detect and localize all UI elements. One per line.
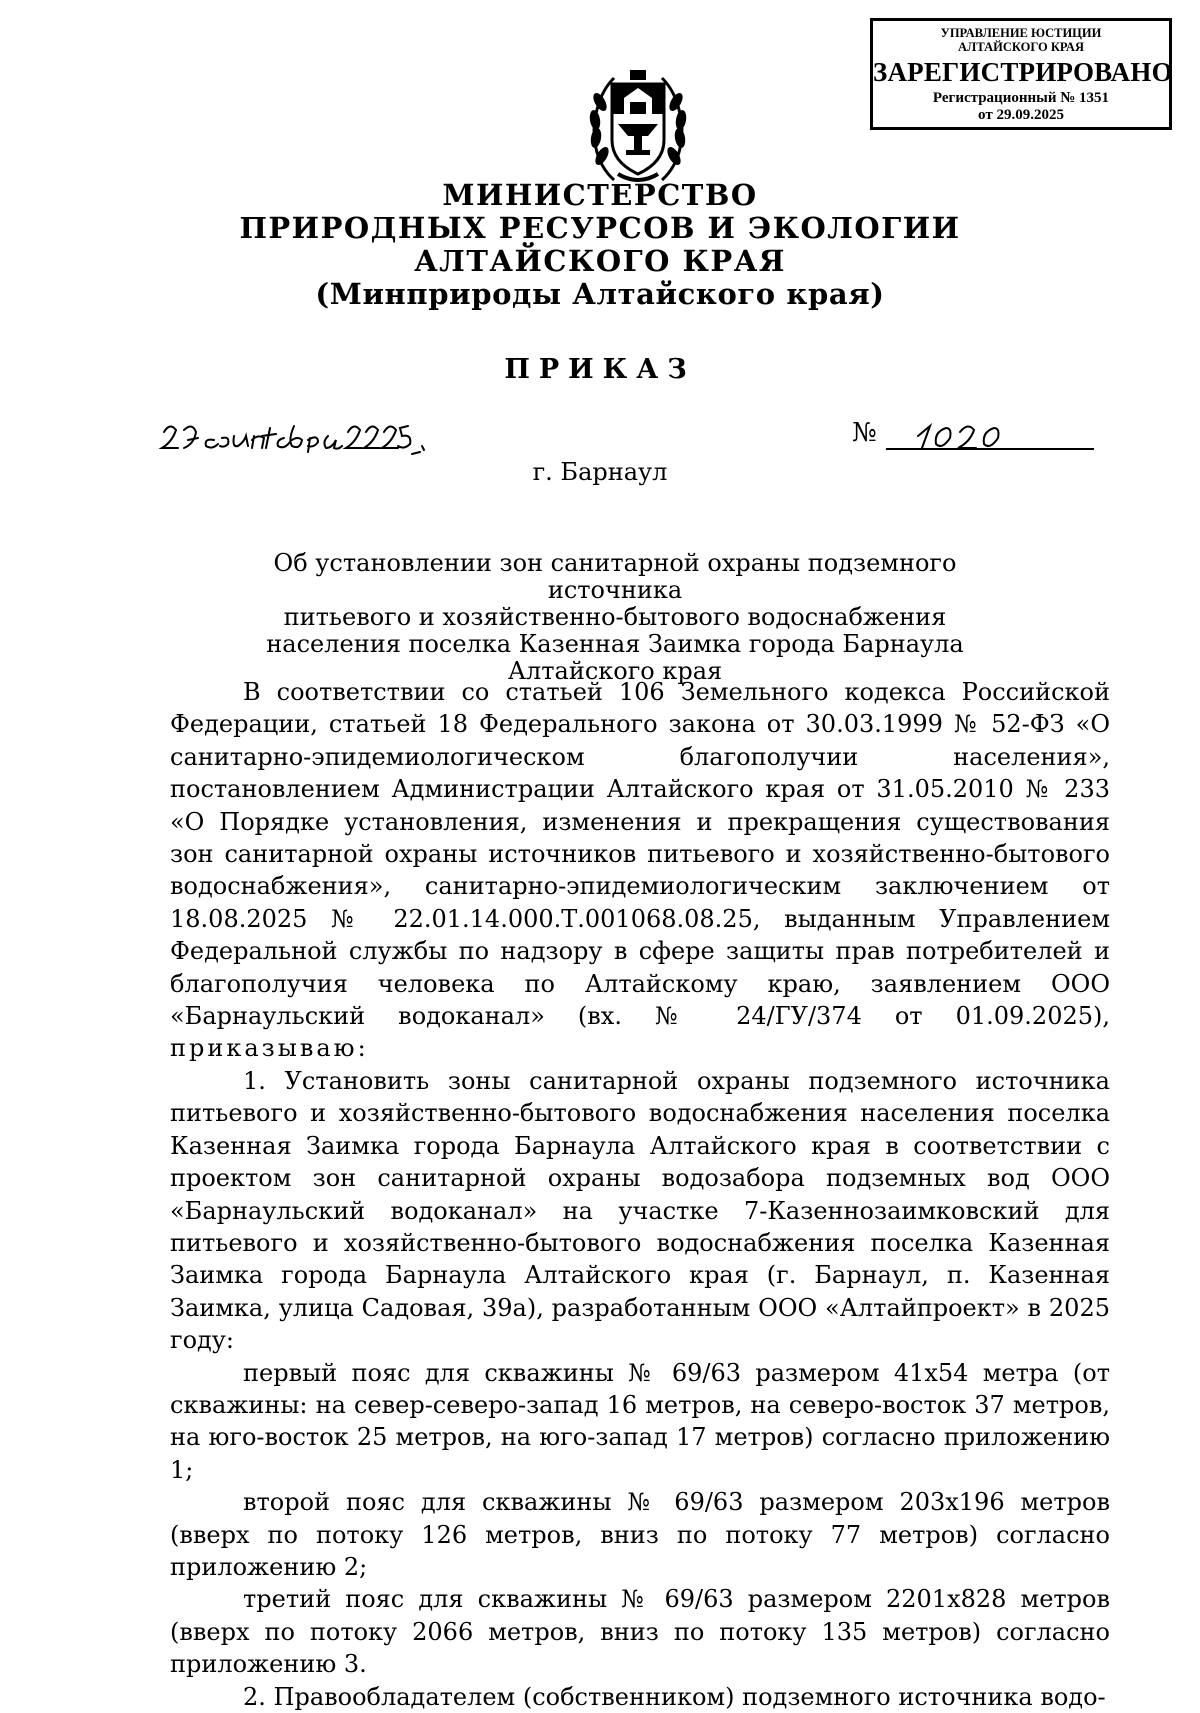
document-type: ПРИКАЗ bbox=[504, 354, 696, 385]
belt-2: второй пояс для скважины № 69/63 размером 203х196 метров (вверх по потоку 126 метров, вниз по потоку 77 метров) согласно приложению 2; bbox=[170, 1488, 1110, 1581]
city: г. Барнаул bbox=[532, 458, 668, 486]
ministry-short-name: (Минприроды Алтайского края) bbox=[315, 277, 885, 311]
stamp-dept-line2: АЛТАЙСКОГО КРАЯ bbox=[958, 39, 1084, 54]
stamp-reg-date: от 29.09.2025 bbox=[978, 106, 1064, 123]
preamble-text: В соответствии со статьей 106 Земельного кодекса Российской Федерации, статьей 18 Федерального закона от 30.03.1999 № 52-ФЗ «О санитарно-эпидемиологическом благополучии населения», постановлением Администрации Алтайского края от 31.05.2010 № 233 «О Порядке установления, изменения и прекращения существования зон санитарной охраны источников питьевого и хозяйственно-бытового водоснабжения», санитарно-эпидемиологическим заключением от 18.08.2025 № 22.01.14.000.Т.001068.08.25, выданным Управлением Федеральной службы по надзору в сфере защиты прав потребителей и благополучия человека по Алтайскому краю, заявлением ООО «Барнаульский водоканал» (вх. № 24/ГУ/374 от 01.09.2025), bbox=[170, 678, 1110, 1031]
stamp-reg-number: Регистрационный № 1351 bbox=[932, 90, 1110, 107]
stamp-dept-line1: УПРАВЛЕНИЕ ЮСТИЦИИ bbox=[940, 26, 1102, 40]
order-title-line1: Об установлении зон санитарной охраны подземного источника bbox=[273, 549, 957, 604]
handwritten-order-number bbox=[912, 418, 1022, 452]
order-body bbox=[170, 676, 1110, 1713]
ministry-name-line2: ПРИРОДНЫХ РЕСУРСОВ И ЭКОЛОГИИ bbox=[239, 211, 961, 245]
order-number-label: № bbox=[852, 418, 877, 448]
order-word: приказываю: bbox=[170, 1034, 369, 1063]
handwritten-date bbox=[158, 418, 430, 462]
ministry-name-line3: АЛТАЙСКОГО КРАЯ bbox=[414, 244, 786, 278]
preamble-paragraph bbox=[170, 676, 1110, 1065]
item-2: 2. Правообладателем (собственником) подземного источника водо- bbox=[243, 1682, 1106, 1711]
belt-3: третий пояс для скважины № 69/63 размером 2201х828 метров (вверх по потоку 2066 метров, вниз по потоку 135 метров) согласно приложению 3. bbox=[170, 1585, 1110, 1679]
coat-of-arms-icon bbox=[584, 62, 692, 192]
stamp-status: ЗАРЕГИСТРИРОВАНО bbox=[873, 56, 1173, 87]
belt-1: первый пояс для скважины № 69/63 размером 41х54 метра (от скважины: на север-северо-запад 16 метров, на северо-восток 37 метров, на юго-восток 25 метров, на юго-запад 17 метров) согласно приложению 1; bbox=[170, 1358, 1110, 1484]
order-title bbox=[220, 550, 1010, 685]
order-title-line2: питьевого и хозяйственно-бытового водоснабжения bbox=[283, 603, 947, 631]
registration-stamp bbox=[870, 18, 1172, 130]
item-1: 1. Установить зоны санитарной охраны подземного источника питьевого и хозяйственно-бытового водоснабжения населения поселка Казенная Заимка города Барнаула Алтайского края в соответствии с проектом зон санитарной охраны водозабора подземных вод ООО «Барнаульский водоканал» на участке 7-Казеннозаимковский для питьевого и хозяйственно-бытового водоснабжения поселка Казенная Заимка города Барнаула Алтайского края (г. Барнаул, п. Казенная Заимка, улица Садовая, 39а), разработанным ООО «Алтайпроект» в 2025 году: bbox=[170, 1066, 1110, 1355]
ministry-name-line1: МИНИСТЕРСТВО bbox=[442, 178, 758, 212]
stamp-department bbox=[873, 27, 1169, 55]
order-title-line3: населения поселка Казенная Заимка города Барнаула Алтайского края bbox=[266, 630, 964, 685]
